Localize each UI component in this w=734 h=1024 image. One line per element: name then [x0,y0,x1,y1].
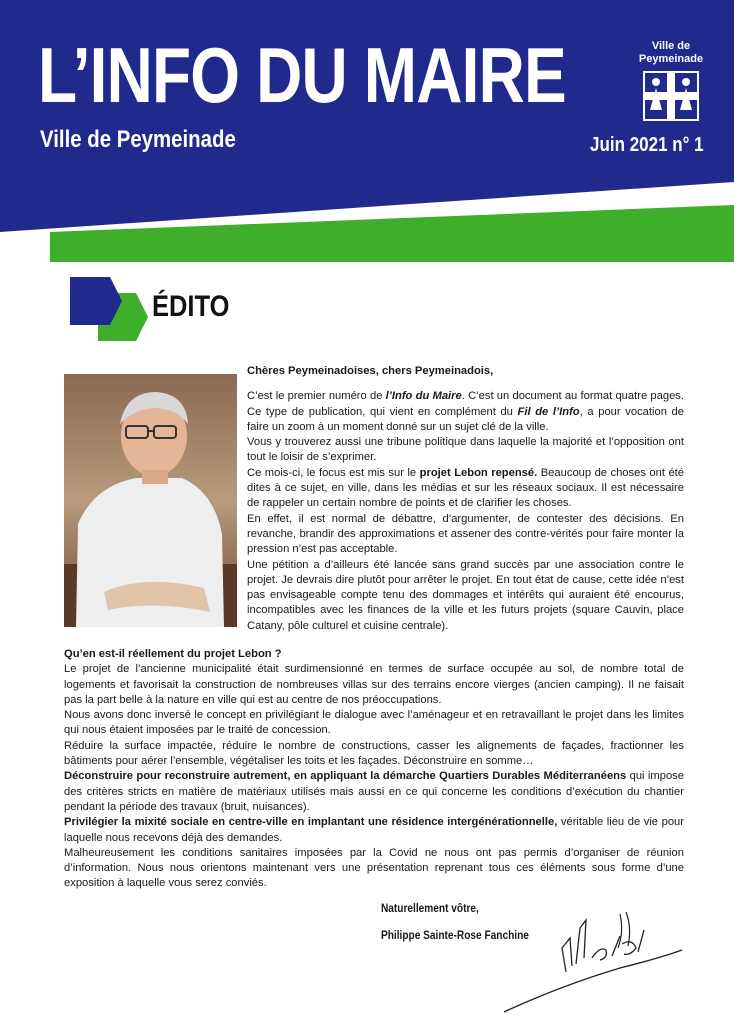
handwritten-signature [500,908,700,1018]
article-paragraph-1: Le projet de l’ancienne municipalité était surdimensionné en termes de surface occupée au sol, de nombre total de logements et favorisait la construction de nombreuses villas sur des terrains encore vierges (ancien camping). Il ne faisait pas la part belle à la nature en ville qui est au centre de nos préoccupations. [64,663,684,706]
p1-text-a: C’est le premier numéro de [247,390,386,403]
article-paragraph-6: Malheureusement les conditions sanitaires imposées par la Covid ne nous ont pas permis d’organiser de réunion d’information. Nous nous orientons maintenant vers une présentation reprenant tous ces éléments sous forme d’une exposition à laquelle vous serez conviés. [64,846,684,890]
article-paragraph-2: Nous avons donc inversé le concept en privilégiant le dialogue avec l’aménageur et en retravaillant le projet dans les limites qui nous étaient imposées par le traité de concession. [64,709,684,737]
article-paragraph-3: Réduire la surface impactée, réduire le nombre de constructions, casser les alignements de façades, fractionner les bâtiments pour aérer l’ensemble, végétaliser les toits et les façades. Déconstruire en somme… [64,739,684,768]
edito-paragraph-2: Vous y trouverez aussi une tribune politique dans laquelle la majorité et l’opposition ont tout le loisir de s’exprimer. [247,436,684,464]
edito-paragraph-5: Une pétition a d’ailleurs été lancée sans grand succès par une association contre le projet. Je devrais dire plutôt pour arrêter le projet. En tout état de cause, cette idée n’est pas envisageable compte tenu des dommages et intérêts qui auraient été encourus, incompatibles avec les finances de la ville et les futurs projets (square Cauvin, place Catany, pôle culturel et cuisine centrale). [247,558,684,632]
edito-arrow-icon [70,275,150,345]
edito-paragraph-3 [247,466,684,512]
page-subtitle: Ville de Peymeinade [40,126,236,153]
article-paragraph-4 [64,769,684,815]
q4-text: qui impose des critères stricts en matière de matériaux utilisés mais aussi en ce qui concerne les conditions d’exécution du chantier pendant la période des travaux (bruit, nuisances). [64,770,684,813]
fil-info-name: Fil de l’Info [517,405,580,418]
greeting: Chères Peymeinadoises, chers Peymeinadois, [247,365,494,377]
town-crest-icon [640,70,702,122]
edito-heading: ÉDITO [152,290,230,323]
article-paragraph-5 [64,815,684,846]
logo-line-1: Ville de [651,40,691,52]
p3-text-a: Ce mois-ci, le focus est mis sur le [247,466,420,479]
closing-line: Naturellement vôtre, [381,903,479,915]
edito-intro [247,364,684,634]
q4-bold: Déconstruire pour reconstruire autrement, en appliquant la démarche Quartiers Durables Méditerranéens [64,770,627,783]
q5-text: véritable lieu de vie pour laquelle nous recevons déjà des demandes. [64,816,684,844]
p3-bold: projet Lebon repensé. [419,466,538,479]
question-heading: Qu’en est-il réellement du projet Lebon ? [64,648,282,660]
signer-name: Philippe Sainte-Rose Fanchine [381,930,529,942]
p1-text-c: , a pour vocation de faire un zoom à un moment donné sur un sujet clé de la ville. [247,405,684,433]
page-title: L’INFO DU MAIRE [38,31,566,119]
logo-text [632,40,710,66]
issue-number: Juin 2021 n° 1 [590,134,704,156]
logo-line-2: Peymeinade [638,53,704,65]
mayor-photo [64,374,237,627]
p3-text-b: Beaucoup de choses ont été dites à ce sujet, en ville, dans les médias et sur les réseaux sociaux. Il est nécessaire de rappeler un certain nombre de points et de clarifier les choses. [247,466,684,510]
q5-bold: Privilégier la mixité sociale en centre-ville en implantant une résidence intergénérationnelle, [64,816,558,829]
main-article [64,647,684,892]
edito-paragraph-1 [247,389,684,435]
p1-text-b: . C’est un document au format quatre pages. Ce type de publication, qui vient en complément du [247,390,684,418]
edito-paragraph-4: En effet, il est normal de débattre, d’argumenter, de contester des décisions. En revanche, brandir des approximations et assener des contre-vérités pour faire monter la pression n’est pas acceptable. [247,512,684,556]
publication-name: l’Info du Maire [385,390,462,403]
